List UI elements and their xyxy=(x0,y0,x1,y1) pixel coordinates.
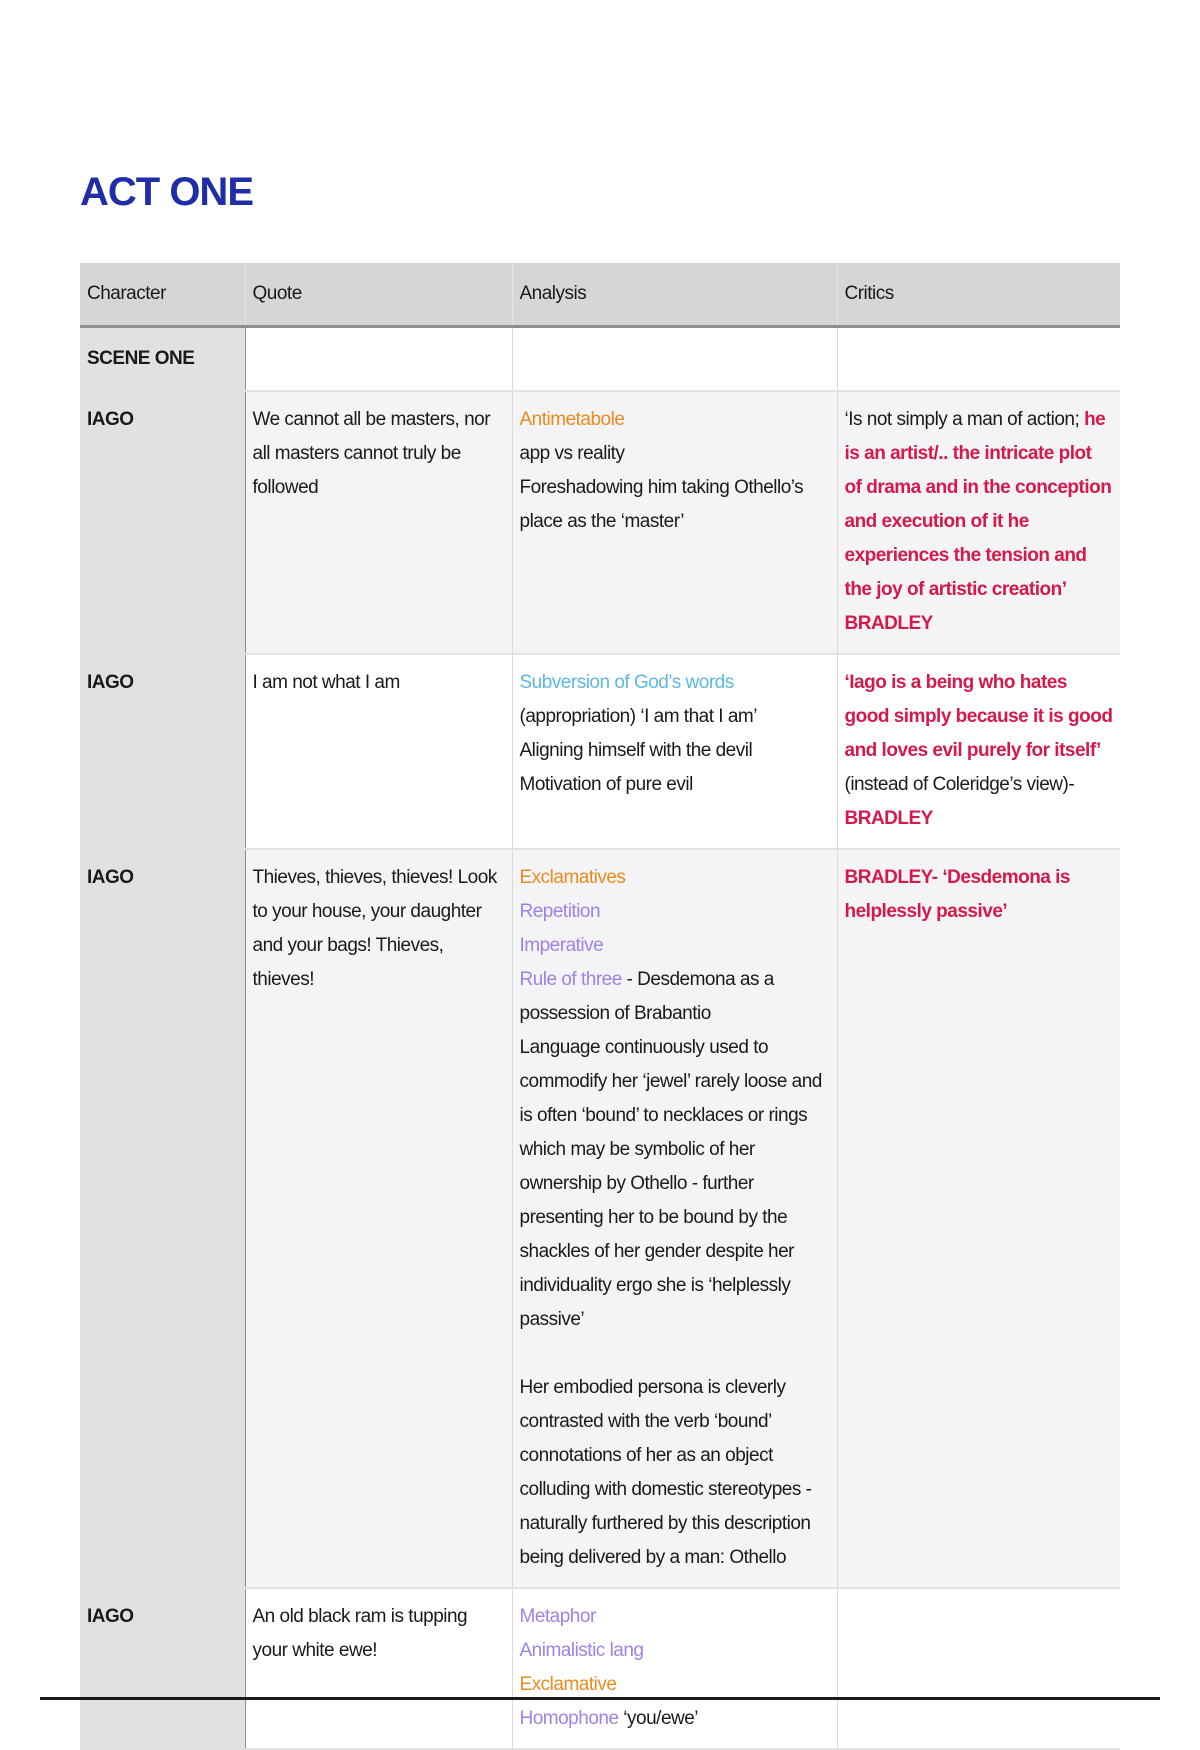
analysis-line: Motivation of pure evil xyxy=(519,774,693,795)
table-header-row xyxy=(80,263,1120,327)
device-label: Imperative xyxy=(519,935,604,956)
analysis-text: (appropriation) ‘I am that I am’ xyxy=(519,706,757,727)
analysis-cell xyxy=(512,1588,837,1749)
device-label: Subversion of God’s words xyxy=(519,672,734,693)
analysis-cell xyxy=(512,391,837,654)
device-label: Exclamatives xyxy=(519,867,626,888)
scene-label: SCENE ONE xyxy=(80,327,245,392)
empty-cell xyxy=(512,327,837,392)
critic-quote-plain: (instead of Coleridge’s view)- xyxy=(844,774,1075,795)
device-label: Metaphor xyxy=(519,1606,596,1627)
header-quote: Quote xyxy=(245,263,512,327)
header-analysis: Analysis xyxy=(512,263,837,327)
quote-cell: An old black ram is tupping your white ewe! xyxy=(245,1588,512,1749)
character-cell: IAGO xyxy=(80,849,245,1588)
device-label: Repetition xyxy=(519,901,601,922)
critic-quote-plain: ‘Is not simply a man of action; xyxy=(844,409,1085,430)
table-row xyxy=(80,849,1120,1588)
paragraph-gap xyxy=(520,1337,830,1371)
page-title: ACT ONE xyxy=(80,170,253,214)
header-critics: Critics xyxy=(837,263,1120,327)
device-label: Antimetabole xyxy=(519,409,625,430)
character-cell: IAGO xyxy=(80,391,245,654)
analysis-line: Foreshadowing him taking Othello’s place as the ‘master’ xyxy=(519,477,804,532)
analysis-line: app vs reality xyxy=(519,443,625,464)
critic-quote-highlight: ‘Iago is a being who hates good simply because it is good and loves evil purely for itself’ xyxy=(844,672,1113,761)
analysis-text: - Desdemona as a possession of Brabantio xyxy=(519,969,774,1024)
quote-cell: I am not what I am xyxy=(245,654,512,849)
analysis-text: ‘you/ewe’ xyxy=(618,1708,699,1729)
character-cell: IAGO xyxy=(80,654,245,849)
analysis-line: Aligning himself with the devil xyxy=(519,740,753,761)
critic-name: BRADLEY xyxy=(844,808,933,829)
empty-cell xyxy=(837,327,1120,392)
device-label: Animalistic lang xyxy=(519,1640,644,1661)
table-row xyxy=(80,391,1120,654)
critics-cell: BRADLEY- ‘Desdemona is helplessly passive’ xyxy=(837,849,1120,1588)
header-character: Character xyxy=(80,263,245,327)
analysis-paragraph: Her embodied persona is cleverly contrasted with the verb ‘bound’ connotations of her as an object colluding with domestic stereotypes - naturally furthered by this description being delivered by a man: Othello xyxy=(519,1377,812,1568)
analysis-table xyxy=(80,263,1120,1750)
analysis-cell xyxy=(512,849,837,1588)
character-cell: IAGO xyxy=(80,1588,245,1749)
empty-cell xyxy=(245,327,512,392)
scene-row xyxy=(80,327,1120,392)
table-row xyxy=(80,1588,1120,1749)
critics-cell xyxy=(837,1588,1120,1749)
device-label: Homophone xyxy=(519,1708,619,1729)
device-label: Rule of three xyxy=(519,969,622,990)
analysis-paragraph: Language continuously used to commodify her ‘jewel’ rarely loose and is often ‘bound’ to necklaces or rings which may be symbolic of her ownership by Othello - further presenting her to be bound by the shackles of her gender despite her individuality ergo she is ‘helplessly passive’ xyxy=(519,1037,822,1330)
quote-cell: We cannot all be masters, nor all masters cannot truly be followed xyxy=(245,391,512,654)
device-label: Exclamative xyxy=(519,1674,617,1695)
critic-quote-highlight: he is an artist/.. the intricate plot of drama and in the conception and execution of it he experiences the tension and the joy of artistic creation’ BRADLEY xyxy=(844,409,1112,634)
quote-cell: Thieves, thieves, thieves! Look to your house, your daughter and your bags! Thieves, thieves! xyxy=(245,849,512,1588)
critics-cell xyxy=(837,654,1120,849)
table-row xyxy=(80,654,1120,849)
critics-cell xyxy=(837,391,1120,654)
analysis-cell xyxy=(512,654,837,849)
